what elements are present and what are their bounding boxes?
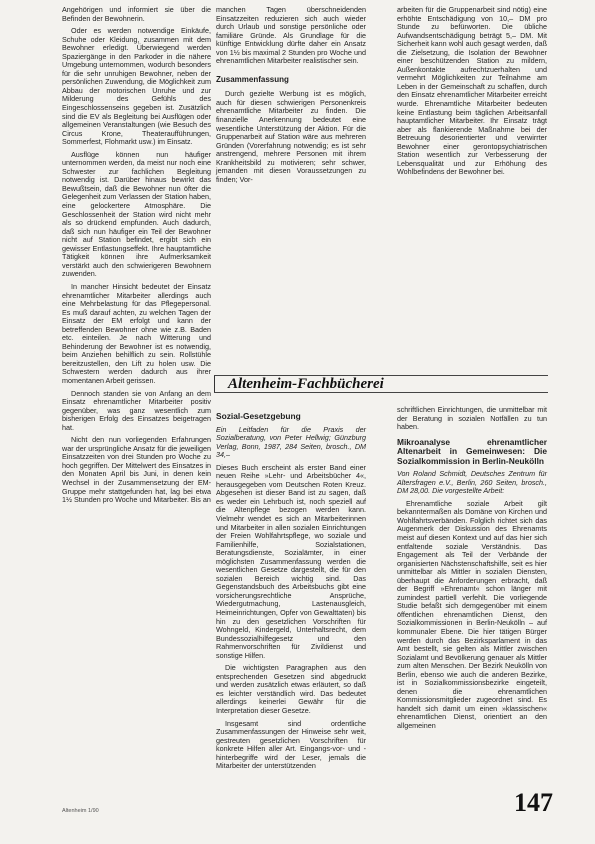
paragraph: In mancher Hinsicht bedeutet der Einsatz ehrenamtlicher Mitarbeiter allerdings auch eine Mehrbelastung für das Pflegepersonal. Es muß darauf achten, zu welchen Tagen der Einsatz der EM erfolgt und kann der betreffenden Bewohner ohne wie z.B. Baden etc. einteilen. Je nach Witterung und Behinderung der Bewohner ist es notwendig, beim Anziehen behilflich zu sein. Rollstühle bereitzustellen, den Lift zu holen usw. Die Schwestern werden dadurch aus ihrer momentanen Arbeit gerissen. xyxy=(62,281,211,385)
paragraph: Insgesamt sind ordentliche Zusammenfassungen der Hinweise sehr weit, gestreuten gesetzlichen Vorschriften für konkrete Hilfen aller Art. Eingangs-vor- und -hinterbegriffe wird der Leser, jemals die Mitarbeiter der unterstützenden xyxy=(216,718,366,771)
section-heading-summary: Zusammenfassung xyxy=(216,74,289,84)
review-heading: Mikroanalyse ehrenamtlicher Altenarbeit in Gemeinwesen: Die Sozialkommission in Berlin-Neukölln xyxy=(397,436,547,466)
paragraph: Durch gezielte Werbung ist es möglich, auch für diesen schwierigen Personenkreis ehrenamtliche Mitarbeiter zu finden. Die finanzielle Anerkennung bedeutet eine wesentliche Unterstützung der Aktion. Für die Gruppenarbeit auf Station wäre aus mehreren Gründen (Vorerfahrung notwendig; es ist sehr anstrengend, mehrere Personen mit ihrem Krankheitsbild zu motivieren; sehr schwer, jemanden mit diesen Voraussetzungen zu finden; Vor- xyxy=(216,89,366,184)
paragraph: manchen Tagen überschneidenden Einsatzzeiten reduzieren sich auch wieder durch Urlaub und sonstige persönliche oder familiäre Gründe. Als Grundlage für die künftige Entwicklung dürfte daher ein Ansatz von 1½ bis maximal 2 Stunden pro Woche und ehrenamtlichen Mitarbeiter realistischer sein. xyxy=(216,5,366,66)
footer-issue: Altenheim 1/90 xyxy=(62,808,99,814)
review-citation: Von Roland Schmidt, Deutsches Zentrum für Altersfragen e.V., Berlin, 260 Seiten, brosch., DM 28,00. Die vorgestellte Arbeit: xyxy=(397,469,547,496)
paragraph: Ehrenamtliche soziale Arbeit gilt bekanntermaßen als Domäne von Kirchen und Wohlfahrtsverbänden. Folglich richtet sich das Augenmerk der Diskussion des Ehrenamts meist auf diesen Kontext und auf das hier sich entfaltende soziale Verständnis. Das Engagement als Teil der Verbände der organisierten Nächstenschaftshilfe, seit es hier unmittelbar als Mittler in sozialen Diensten, überhaupt die Anforderungen erbracht, daß der Begriff »Ehrenamt« schon länger mit zumindest partiell verfehlt. Die vorliegende Studie befaßt sich demgegenüber mit einem öffentlichen ehrenamtlichen Dienst, den Sozialkommissionen in Berlin-Neukölln – auf kommunaler Ebene. Die hier tätigen Bürger werden durch das Bezirksparlament in das Amt bestellt, sie gelten als Mittler zwischen Sozialamt und Bevölkerung genauer als Mittler zum alten Menschen. Der Bezirk Neukölln von Berlin, ebenso wie auch die anderen Bezirke, ist in Sozialkommissionsbezirke eingeteilt, denen die ehrenamtlichen Kommissionsmitglieder zugeordnet sind. Es handelt sich damit um einen »klassischen« ehrenamtlichen Dienst, orientiert an den allgemeinen xyxy=(397,498,547,730)
column-1 xyxy=(62,6,211,509)
paragraph: Dieses Buch erscheint als erster Band einer neuen Reihe »Lehr- und Arbeitsbücher 4«, herausgegeben vom Deutschen Roten Kreuz. Abgesehen ist dieser Band ist zu sagen, daß es weder ein Lehrbuch ist, noch speziell auf die Altenpflege bezogen werden kann. Vielmehr wendet es sich an Mitarbeiterinnen und Mitarbeiter in allen sozialen Einrichtungen der Freien Wohlfahrtspflege, wo soziale und Familienhilfe, Sozialstationen, Beratungsdienste, Sozialämter, in einer möglichsten Zusammenfassung werden die wesentlichen Gesetze dargestellt, die für den sozialen Bereich wichtig sind. Das Gegenstandsbuch des Arbeitsbuchs gibt eine vorsicherungsrechtliche Ansprüche, Wiedergutmachung, Lastenausgleich, Heimeinrichtungen, Opfer von Gewalttaten) bis hin zu den gesetzlichen Vorschriften für Wohngeld, Kindergeld, Unterhaltsrecht, dem Bundessozialhilfegesetz und den Rahmenvorschriften für Zivildienst und sonstige Hilfen. xyxy=(216,462,366,660)
banner-title: Altenheim-Fachbücherei xyxy=(228,376,384,392)
paragraph: Oder es werden notwendige Einkäufe, Schuhe oder Kleidung, zusammen mit dem Bewohner erledigt. Überwiegend werden Spaziergänge in den Parkoder in die nähere Umgebung unternommen, wodurch besonders für die sehr unruhigen Bewohner, neben der persönlichen Zuwendung, die Möglichkeit zum Abbau der motorischen Unruhe und zur Milderung des Gefühls des Eingeschlossenseins gegeben ist. Zusätzlich sind die EV als Begleitung bei Ausflügen oder allgemeinen Veranstaltungen (wie Besuch des Circus Krone, Theateraufführungen, Sommerfest, Flohmarkt usw.) im Einsatz. xyxy=(62,26,211,147)
review-sozial-gesetzgebung xyxy=(216,406,366,775)
banner-marker xyxy=(214,376,220,392)
review-citation: Ein Leitfaden für die Praxis der Sozialberatung, von Peter Hellwig; Günzburg Verlag, Bonn, 1987, 284 Seiten, brosch., DM 34,– xyxy=(216,424,366,460)
review-mikroanalyse xyxy=(397,406,547,735)
paragraph: Angehörigen und informiert sie über die Befinden der Bewohnerin. xyxy=(62,5,211,23)
paragraph: Die wichtigsten Paragraphen aus den entsprechenden Gesetzen sind abgedruckt und werden zusätzlich etwas erläutert, so daß es leichter verständlich wird. Das bedeutet allerdings keinerlei Gewähr für die Interpretation dieser Gesetze. xyxy=(216,663,366,715)
paragraph: Ausflüge können nun häufiger unternommen werden, da meist nur noch eine Schwester zur fachlichen Begleitung notwendig ist. Darüber hinaus bewirkt das Bewußtsein, daß die Bewohner nun öfter die Gelegenheit zum Verlassen der Station haben, eine gelockertere Atmosphäre. Die Geschlossenheit der Station wird nicht mehr als so drückend empfunden. Auch dadurch, daß sich nun häufiger ein Teil der Bewohner nicht auf Station befindet, ergibt sich ein gewisser Entlastungseffekt. Ihre hauptamtliche Tätigkeit können ihre Aufmerksamkeit verstärkt auch den schwierigeren Bewohnern zuwenden. xyxy=(62,149,211,279)
section-banner xyxy=(214,375,548,393)
review-heading: Sozial-Gesetzgebung xyxy=(216,411,301,421)
column-3 xyxy=(397,6,547,181)
paragraph: schriftlichen Einrichtungen, die unmittelbar mit der Beratung in sozialen Notfällen zu tun haben. xyxy=(397,405,547,432)
paragraph: Nicht den nun vorliegenden Erfahrungen war der ursprüngliche Ansatz für die jeweiligen Einsatzzeiten von drei Stunden pro Woche zu hoch gegriffen. Der Mittelwert des Einsatzes in den Monaten April bis Juni, in denen kein Wechsel in der Zusammensetzung der EM-Gruppe mehr stattgefunden hat, lag bei etwa 1½ Stunden pro Woche und Mitarbeiter. Bis an xyxy=(62,435,211,505)
paragraph: arbeiten für die Gruppenarbeit sind nötig) eine erhöhte Entschädigung von 10,– DM pro Stunde zu befürworten. Die übliche Aufwandsentschädigung beträgt 5,– DM. Mit Sicherheit kann wohl auch gesagt werden, daß die Zielsetzung, die Isolation der Bewohner einer beschützenden Station zu mildern, Außenkontakte aufrechtzuerhalten und vermehrt Möglichkeiten zur Teilnahme am Leben in der Gemeinschaft zu schaffen, durch den Einsatz ehrenamtlicher Mitarbeiter erreicht wurde. Ehrenamtliche Mitarbeiter bedeuten keine Entlastung beim täglichen Arbeitsanfall hauptamtlicher Mitarbeiter. Ihr Einsatz trägt aber als flankierende Maßnahme bei der Betreuung desorientierter und verwirrter Bewohner einer gerontopsychiatrischen Station wesentlich zur Verbesserung der Lebensqualität und zur Erhöhung des Wohlbefindens der Bewohner bei. xyxy=(397,5,547,177)
paragraph: Dennoch standen sie von Anfang an dem Einsatz ehrenamtlicher Mitarbeiter positiv gegenüber, was ganz wesentlich zum bisherigen Erfolg des Einsatzes beigetragen hat. xyxy=(62,388,211,432)
column-2 xyxy=(216,6,366,188)
page-number: 147 xyxy=(514,788,553,817)
